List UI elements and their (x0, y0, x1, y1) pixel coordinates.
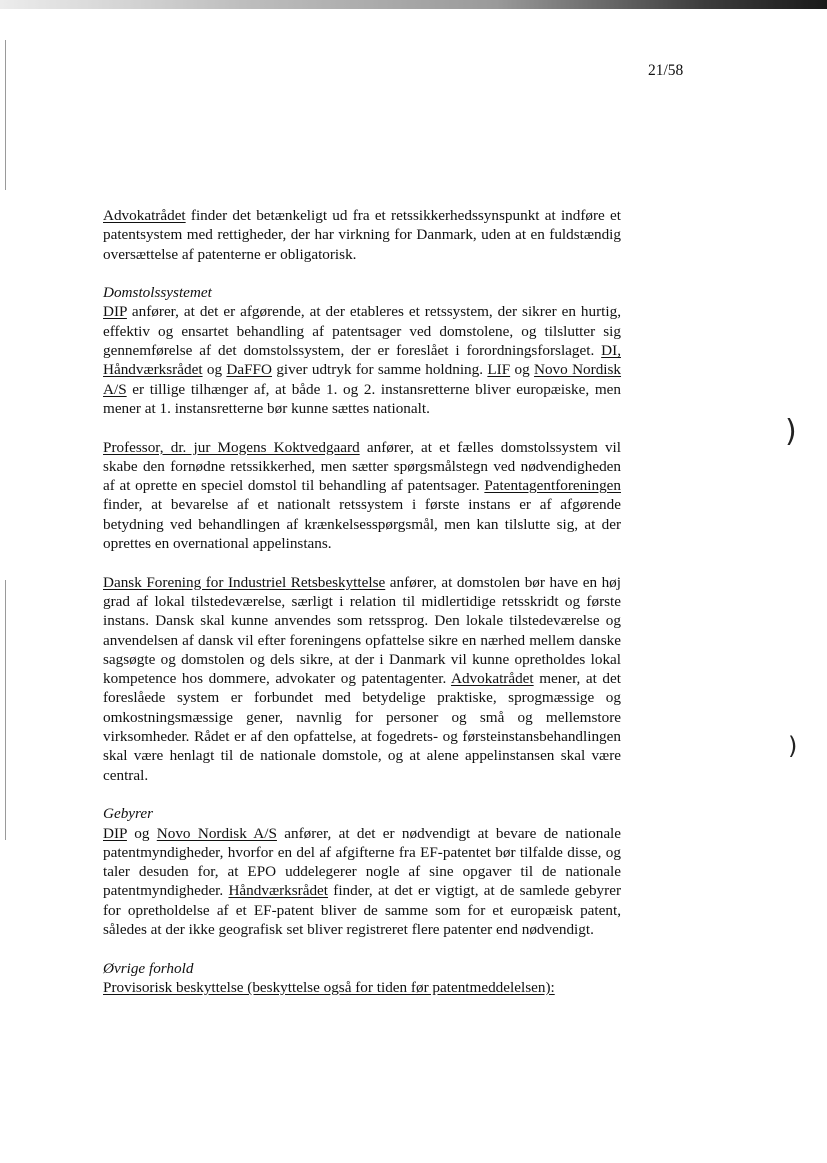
org-reference: Dansk Forening for Industriel Retsbeskyttelse (103, 573, 386, 591)
paragraph-industriel-retsbeskyttelse (103, 573, 621, 785)
org-reference: Patentagentforeningen (484, 477, 621, 495)
org-reference: Advokatrådet (450, 670, 534, 688)
paragraph-text: finder det betænkeligt ud fra et retssikkerhedssynspunkt at indføre et patentsystem med rettigheder, der har virkning for Danmark, uden at en fuldstændig oversættelse af patenterne er obligatorisk. (103, 207, 621, 263)
paragraph-text: anfører, at det er afgørende, at der etableres et retssystem, der sikrer en hurtig, effektiv og ensartet behandling af patentsager ved domstolene, og tilslutter sig gennemførelse af det domstolssystem, der er foreslået i forordningsforslaget. (103, 303, 621, 360)
scan-left-edge-line (5, 40, 6, 190)
section-heading: Gebyrer (103, 805, 154, 823)
paragraph-advokatraadet-oversaettelse (103, 206, 621, 264)
org-reference: DaFFO (226, 361, 272, 379)
page-number: 21/58 (648, 62, 684, 79)
paragraph-text: og (126, 824, 157, 842)
org-reference: DIP (103, 824, 127, 842)
paragraph-text: anfører, at et fælles domstolssystem vil skabe den fornødne retssikkerhed, men sætter spørgsmålstegn ved nødvendigheden af at oprette en speciel domstol til behandling af patentsager. (103, 438, 621, 495)
section-gebyrer (103, 804, 621, 939)
section-ovrige-forhold (103, 959, 621, 998)
paragraph-text: og (510, 361, 534, 379)
subsection-title: Provisorisk beskyttelse (beskyttelse også for tiden før patentmeddelelsen): (103, 978, 555, 996)
org-reference: Novo Nordisk A/S (103, 361, 622, 398)
punch-hole-mark: ) (785, 414, 797, 449)
punch-hole-mark: ) (788, 732, 798, 760)
org-reference: DIP (103, 303, 127, 321)
scan-left-edge-line (5, 580, 6, 840)
paragraph-text: er tillige tilhænger af, at både 1. og 2. instansretterne bliver europæiske, men mener at 1. instansretterne bør kunne sættes nationalt. (103, 380, 621, 417)
paragraph-text: mener, at det foreslåede system er forbundet med betydelige praktiske, sprogmæssige og omkostningsmæssige gener, navnlig for personer og små og mellemstore virksomheder. Rådet er af den opfattelse, at fogedrets- og førsteinstansbehandlingen skal være henlagt til de nationale domstole, og at alene appelinstansen skal være central. (103, 670, 621, 784)
org-reference: Advokatrådet (103, 207, 186, 224)
paragraph-text: anfører, at domstolen bør have en høj grad af lokal tilstedeværelse, særligt i relation til midlertidige retsskridt og første instans. Dansk skal kunne anvendes som retssprog. Den lokale tilstedeværelse og anvendelsen af dansk vil efter foreningens opfattelse sikre en nærhed mellem danske sagsøgte og domstolen og dels sikre, at der i Danmark vil kunne opretholdes lokal kompetence hos dommere, advokater og patentagenter. (103, 573, 621, 688)
org-reference: Håndværksrådet (228, 882, 329, 900)
section-domstolssystemet (103, 283, 621, 418)
document-body (103, 206, 621, 1016)
section-heading: Domstolssystemet (103, 284, 212, 302)
paragraph-text: finder, at bevarelse af et nationalt retssystem i første instans er af afgørende betydning ved behandlingen af krænkelsesspørgsmål, men kan tilslutte sig, at der oprettes en overnational appelinstans. (103, 496, 621, 553)
org-reference: LIF (487, 361, 511, 379)
paragraph-text: anfører, at det er nødvendigt at bevare de nationale patentmyndigheder, hvorfor en del af afgifterne fra EF-patentet bør tilfalde disse, og taler desuden for, at EPO uddelegerer nogle af sine opgaver til de nationale patentmyndigheder. (103, 824, 622, 900)
org-reference: Professor, dr. jur Mogens Koktvedgaard (103, 438, 360, 456)
section-heading: Øvrige forhold (103, 959, 194, 977)
org-reference: Novo Nordisk A/S (156, 824, 277, 842)
org-reference: DI, Håndværksrådet (103, 342, 621, 379)
paragraph-text: giver udtryk for samme holdning. (271, 361, 488, 379)
paragraph-text: og (202, 361, 227, 379)
paragraph-koktvedgaard (103, 438, 621, 554)
scan-top-edge (0, 0, 827, 9)
paragraph-text: finder, at det er vigtigt, at de samlede gebyrer for opretholdelse af et EF-patent bliver de samme som for et europæisk patent, således at der ikke geografisk set bliver registreret flere patenter end nødvendigt. (103, 882, 622, 938)
